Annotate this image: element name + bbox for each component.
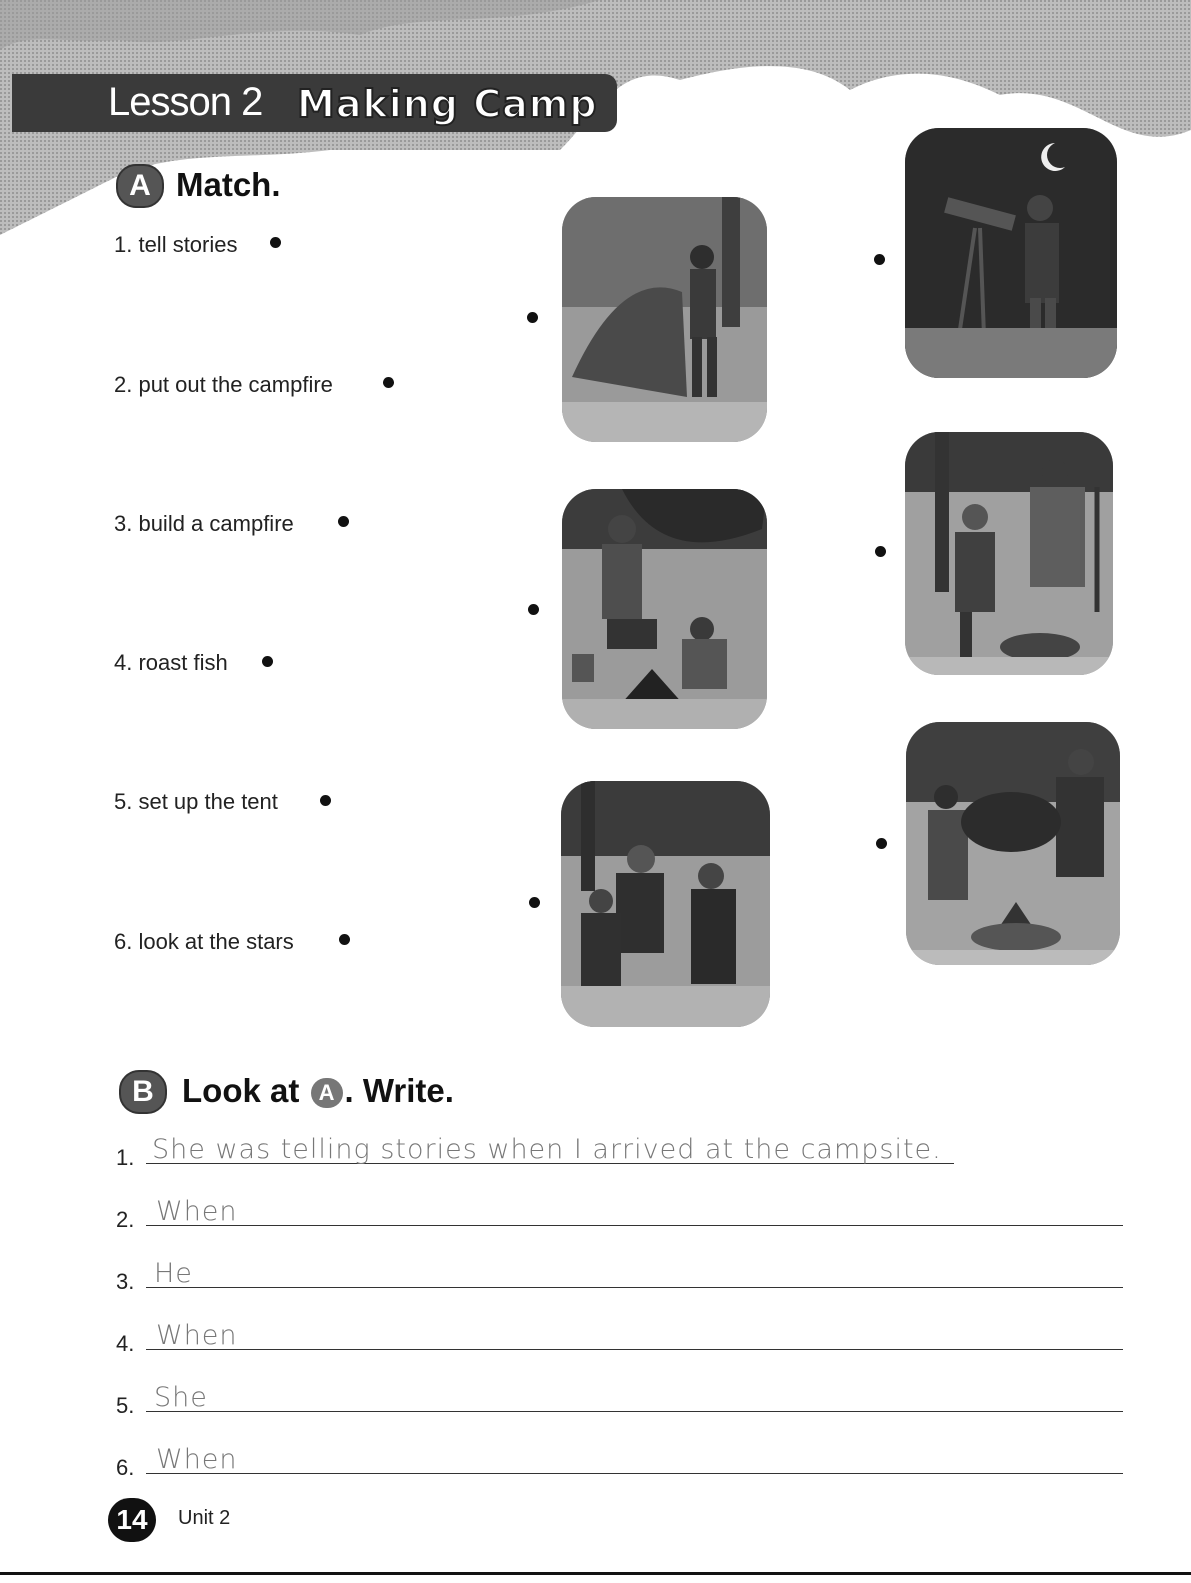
section-a-badge: A (116, 164, 164, 208)
match-item-1: 1. tell stories (114, 232, 238, 257)
telescope-stars-illustration (905, 128, 1117, 378)
roasting-fish-picture (905, 432, 1113, 675)
write-line-5-number: 5. (116, 1393, 135, 1418)
section-a-heading: Match. (176, 166, 281, 203)
roasting-fish-illustration (905, 432, 1113, 675)
write-line-6[interactable] (146, 1443, 1123, 1474)
write-line-3[interactable] (146, 1257, 1123, 1288)
put-out-campfire-picture (906, 722, 1120, 965)
unit-label: Unit 2 (178, 1507, 231, 1529)
building-campfire-picture (562, 489, 767, 729)
page-number: 14 (108, 1498, 156, 1542)
match-dot-picture-4[interactable] (875, 546, 886, 557)
match-dot-item-2[interactable] (383, 377, 394, 388)
write-line-2[interactable] (146, 1195, 1123, 1226)
match-item-4: 4. roast fish (114, 650, 228, 675)
write-line-6-text: When (156, 1444, 238, 1475)
telescope-stars-picture (905, 128, 1117, 378)
match-dot-item-3[interactable] (338, 516, 349, 527)
match-item-6: 6. look at the stars (114, 929, 294, 954)
match-item-3: 3. build a campfire (114, 511, 294, 536)
write-line-4-text: When (156, 1320, 238, 1351)
put-out-campfire-illustration (906, 722, 1120, 965)
match-dot-item-5[interactable] (320, 795, 331, 806)
section-a-reference-badge: A (311, 1078, 343, 1108)
write-line-5-text: She (154, 1382, 208, 1413)
match-dot-picture-1[interactable] (527, 312, 538, 323)
write-line-5[interactable] (146, 1381, 1123, 1412)
write-line-3-text: He (154, 1258, 193, 1289)
lesson-title: Making Camp (297, 82, 598, 126)
building-campfire-illustration (562, 489, 767, 729)
match-item-2: 2. put out the campfire (114, 372, 333, 397)
storytelling-picture (561, 781, 770, 1027)
write-line-4-number: 4. (116, 1331, 135, 1356)
section-b-heading-prefix: Look at (182, 1072, 300, 1109)
tent-setup-picture (562, 197, 767, 442)
write-line-3-number: 3. (116, 1269, 135, 1294)
write-line-1-text: She was telling stories when I arrived at the campsite. (152, 1134, 942, 1165)
match-dot-picture-5[interactable] (529, 897, 540, 908)
match-dot-picture-6[interactable] (876, 838, 887, 849)
match-dot-item-6[interactable] (339, 934, 350, 945)
match-dot-item-4[interactable] (262, 656, 273, 667)
write-line-2-text: When (156, 1196, 238, 1227)
section-b-heading (182, 1072, 454, 1110)
match-dot-picture-2[interactable] (874, 254, 885, 265)
lesson-label: Lesson 2 (108, 80, 263, 124)
bottom-rule (0, 1572, 1191, 1575)
match-dot-item-1[interactable] (270, 237, 281, 248)
tent-setup-illustration (562, 197, 767, 442)
section-b-badge: B (119, 1070, 167, 1114)
match-dot-picture-3[interactable] (528, 604, 539, 615)
write-line-1-number: 1. (116, 1145, 135, 1170)
write-line-4[interactable] (146, 1319, 1123, 1350)
section-b-heading-suffix: . Write. (344, 1072, 454, 1109)
match-item-5: 5. set up the tent (114, 789, 278, 814)
write-line-6-number: 6. (116, 1455, 135, 1480)
write-line-2-number: 2. (116, 1207, 135, 1232)
storytelling-illustration (561, 781, 770, 1027)
